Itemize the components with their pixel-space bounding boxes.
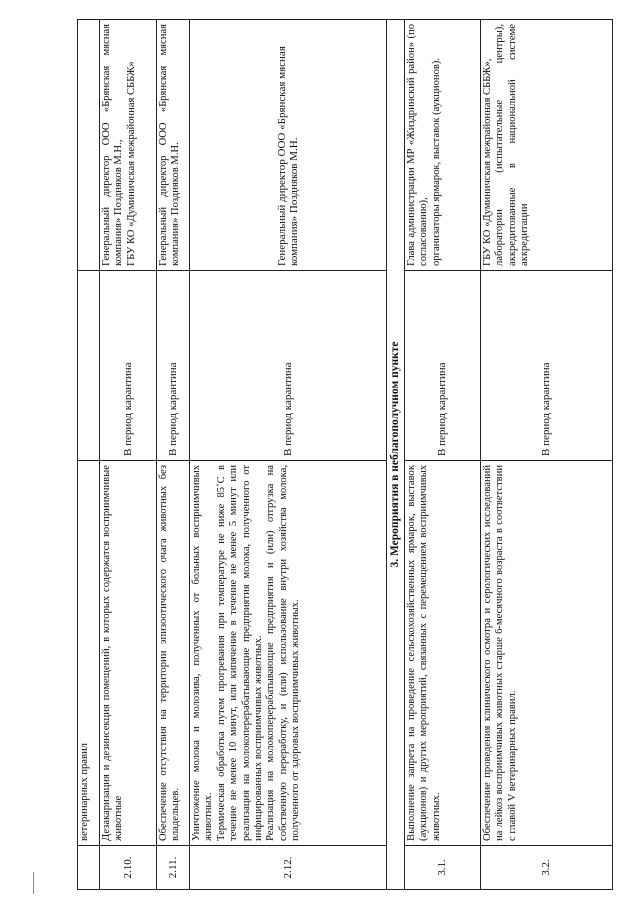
action-cell (481, 461, 613, 846)
veterinary-measures-table (77, 19, 613, 890)
action-text: Уничтожение молока и молозива, полученных от больных восприимчивых животных. (191, 465, 215, 841)
action-text: Дезакаризация и дезинсекция помещений, в которых содержатся восприимчивые животные (101, 465, 125, 841)
action-text: Реализация на молокоперерабатывающие предприятия и (или) отгрузка на собственную переработку, и (или) использование внутри хозяйства молока, полученного от здоровых восприимчивых животных. (265, 465, 302, 841)
table-row (387, 20, 405, 890)
table-row (100, 20, 157, 890)
action-cell (190, 461, 387, 846)
action-cell: ветеринарных правил (78, 461, 100, 846)
table-row (190, 20, 387, 890)
responsible-cell (481, 20, 613, 271)
term-cell: В период карантина (157, 271, 190, 461)
responsible-text: ГБУ КО «Думиничская межрайонная СББЖ», (482, 58, 493, 266)
term-cell: В период карантина (100, 271, 157, 461)
responsible-text: Генеральный директор ООО «Брянская мясная компания» Поздняков М.Н. (158, 24, 182, 266)
responsible-text: Генеральный директор ООО «Брянская мясная компания» Поздняков М.Н. (275, 46, 300, 266)
table-row (157, 20, 190, 890)
section-header: 3. Мероприятия в неблагополучном пункте (387, 20, 405, 890)
action-text: Термическая обработка путем прогревания при температуре не ниже 85˚С в течение не менее 10 минут, или кипячение в течение не менее 5 минут или реализация на молокоперерабатывающие предприятия молока, полученного от инфицированных восприимчивых животных. (215, 465, 265, 841)
responsible-text: ГБУ КО «Думиничская межрайонная СББЖ» (125, 61, 137, 266)
term-cell: В период карантина (405, 271, 481, 461)
responsible-text: Глава администрации МР «Жиздринский район» (по согласованию), (406, 24, 430, 266)
term-cell: В период карантина (190, 271, 387, 461)
table-row (481, 20, 613, 890)
responsible-cell (157, 20, 190, 271)
term-cell (78, 271, 100, 461)
row-number-cell: 3.1. (405, 846, 481, 890)
action-text: Обеспечение отсутствия на территории эпизоотического очага животных без владельцев. (158, 465, 182, 841)
row-number-cell (78, 846, 100, 890)
responsible-text: организаторы ярмарок, выставок (аукционов). (430, 57, 442, 266)
action-cell (100, 461, 157, 846)
responsible-cell (190, 20, 387, 271)
action-text: Обеспечение проведения клинического осмотра и серологических исследований на лейкоз восприимчивых животных старше 6-месячного возраста в соответствии с главой V ветеринарных правил. (482, 465, 518, 841)
action-cell (405, 461, 481, 846)
action-cell (157, 461, 190, 846)
responsible-cell (405, 20, 481, 271)
term-cell: В период карантина (481, 271, 613, 461)
table-row (405, 20, 481, 890)
responsible-cell (78, 20, 100, 271)
margin-mark (33, 872, 34, 894)
responsible-text: лаборатории (испытательные центры), аккредитованные в национальной системе аккредитации (494, 24, 531, 266)
responsible-cell (100, 20, 157, 271)
row-number-cell: 2.10. (100, 846, 157, 890)
row-number-cell: 2.12. (190, 846, 387, 890)
action-text: Выполнение запрета на проведение сельскохозяйственных ярмарок, выставок (аукционов) и других мероприятий, связанных с перемещением восприимчивых животных. (406, 465, 442, 841)
rotated-table-page (77, 20, 612, 890)
row-number-cell: 3.2. (481, 846, 613, 890)
responsible-text: Генеральный директор ООО «Брянская мясная компания» Поздняков М.Н., (101, 24, 125, 266)
table-row (78, 20, 100, 890)
row-number-cell: 2.11. (157, 846, 190, 890)
